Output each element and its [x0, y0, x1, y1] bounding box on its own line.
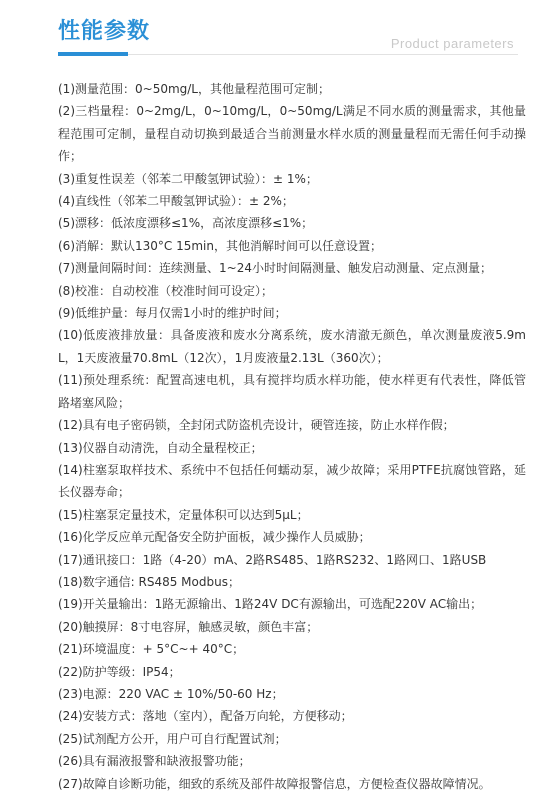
- parameter-item: (7)测量间隔时间：连续测量、1~24小时时间隔测量、触发启动测量、定点测量；: [58, 261, 492, 276]
- parameter-item: (23)电源：220 VAC ± 10%/50-60 Hz；: [58, 686, 284, 701]
- parameter-item: (1)测量范围：0~50mg/L，其他量程范围可定制；: [58, 82, 330, 96]
- parameter-item: (21)环境温度：+ 5°C~+ 40°C；: [58, 642, 245, 657]
- parameter-item: (11)预处理系统：配置高速电机，具有搅拌均质水样功能，使水样更有代表性，降低管路堵塞风险；: [58, 373, 526, 410]
- parameter-item: (17)通讯接口：1路（4-20）mA、2路RS485、1路RS232、1路网口、1路USB: [58, 552, 487, 567]
- parameter-item: (12)具有电子密码锁，全封闭式防盗机壳设计，硬管连接，防止水样作假；: [58, 418, 455, 433]
- parameter-item: (6)消解：默认130°C 15min，其他消解时间可以任意设置；: [58, 238, 382, 253]
- parameter-item: (16)化学反应单元配备安全防护面板，减少操作人员威胁；: [58, 530, 371, 545]
- title-accent-bar: [58, 52, 128, 56]
- parameter-item: (2)三档量程：0~2mg/L，0~10mg/L，0~50mg/L满足不同水质的测量需求，其他量程范围可定制，量程自动切换到最适合当前测量水样水质的测量量程而无需任何手动操作；: [58, 104, 526, 164]
- parameter-item: (8)校准：自动校准（校准时间可设定）；: [58, 283, 273, 298]
- parameter-item: (10)低废液排放量：具备废液和废水分离系统，废水清澈无颜色，单次测量废液5.9mL，1天废液量70.8mL（12次），1月废液量2.13L（360次）；: [58, 328, 526, 365]
- parameter-item: (18)数字通信: RS485 Modbus；: [58, 574, 240, 589]
- parameter-item: (25)试剂配方公开，用户可自行配置试剂；: [58, 731, 287, 746]
- parameter-item: (27)故障自诊断功能，细致的系统及部件故障报警信息，方便检查仪器故障情况。: [58, 776, 491, 791]
- parameter-item: (13)仪器自动清洗，自动全量程校正；: [58, 440, 263, 455]
- parameter-list: [58, 78, 526, 795]
- parameter-item: (24)安装方式：落地（室内），配备万向轮，方便移动；: [58, 709, 353, 724]
- parameter-item: (15)柱塞泵定量技术，定量体积可以达到5µL；: [58, 507, 309, 522]
- parameter-item: (26)具有漏液报警和缺液报警功能；: [58, 754, 251, 769]
- parameter-item: (20)触摸屏：8寸电容屏，触感灵敏，颜色丰富；: [58, 619, 319, 634]
- parameter-item: (4)直线性（邻苯二甲酸氢钾试验）：± 2%；: [58, 194, 294, 209]
- parameter-item: (22)防护等级：IP54；: [58, 664, 181, 679]
- page-subtitle: Product parameters: [390, 36, 514, 51]
- parameter-item: (3)重复性误差（邻苯二甲酸氢钾试验）：± 1%；: [58, 171, 318, 186]
- parameter-item: (14)柱塞泵取样技术、系统中不包括任何蠕动泵，减少故障；采用PTFE抗腐蚀管路，延长仪器寿命；: [58, 462, 526, 500]
- parameter-item: (5)漂移：低浓度漂移≤1%，高浓度漂移≤1%；: [58, 216, 314, 231]
- parameter-item: (19)开关量输出：1路无源输出、1路24V DC有源输出，可选配220V AC输出；: [58, 597, 483, 612]
- parameter-item: (9)低维护量：每月仅需1小时的维护时间；: [58, 306, 287, 321]
- page-title: 性能参数: [58, 19, 151, 44]
- section-header: [0, 0, 560, 60]
